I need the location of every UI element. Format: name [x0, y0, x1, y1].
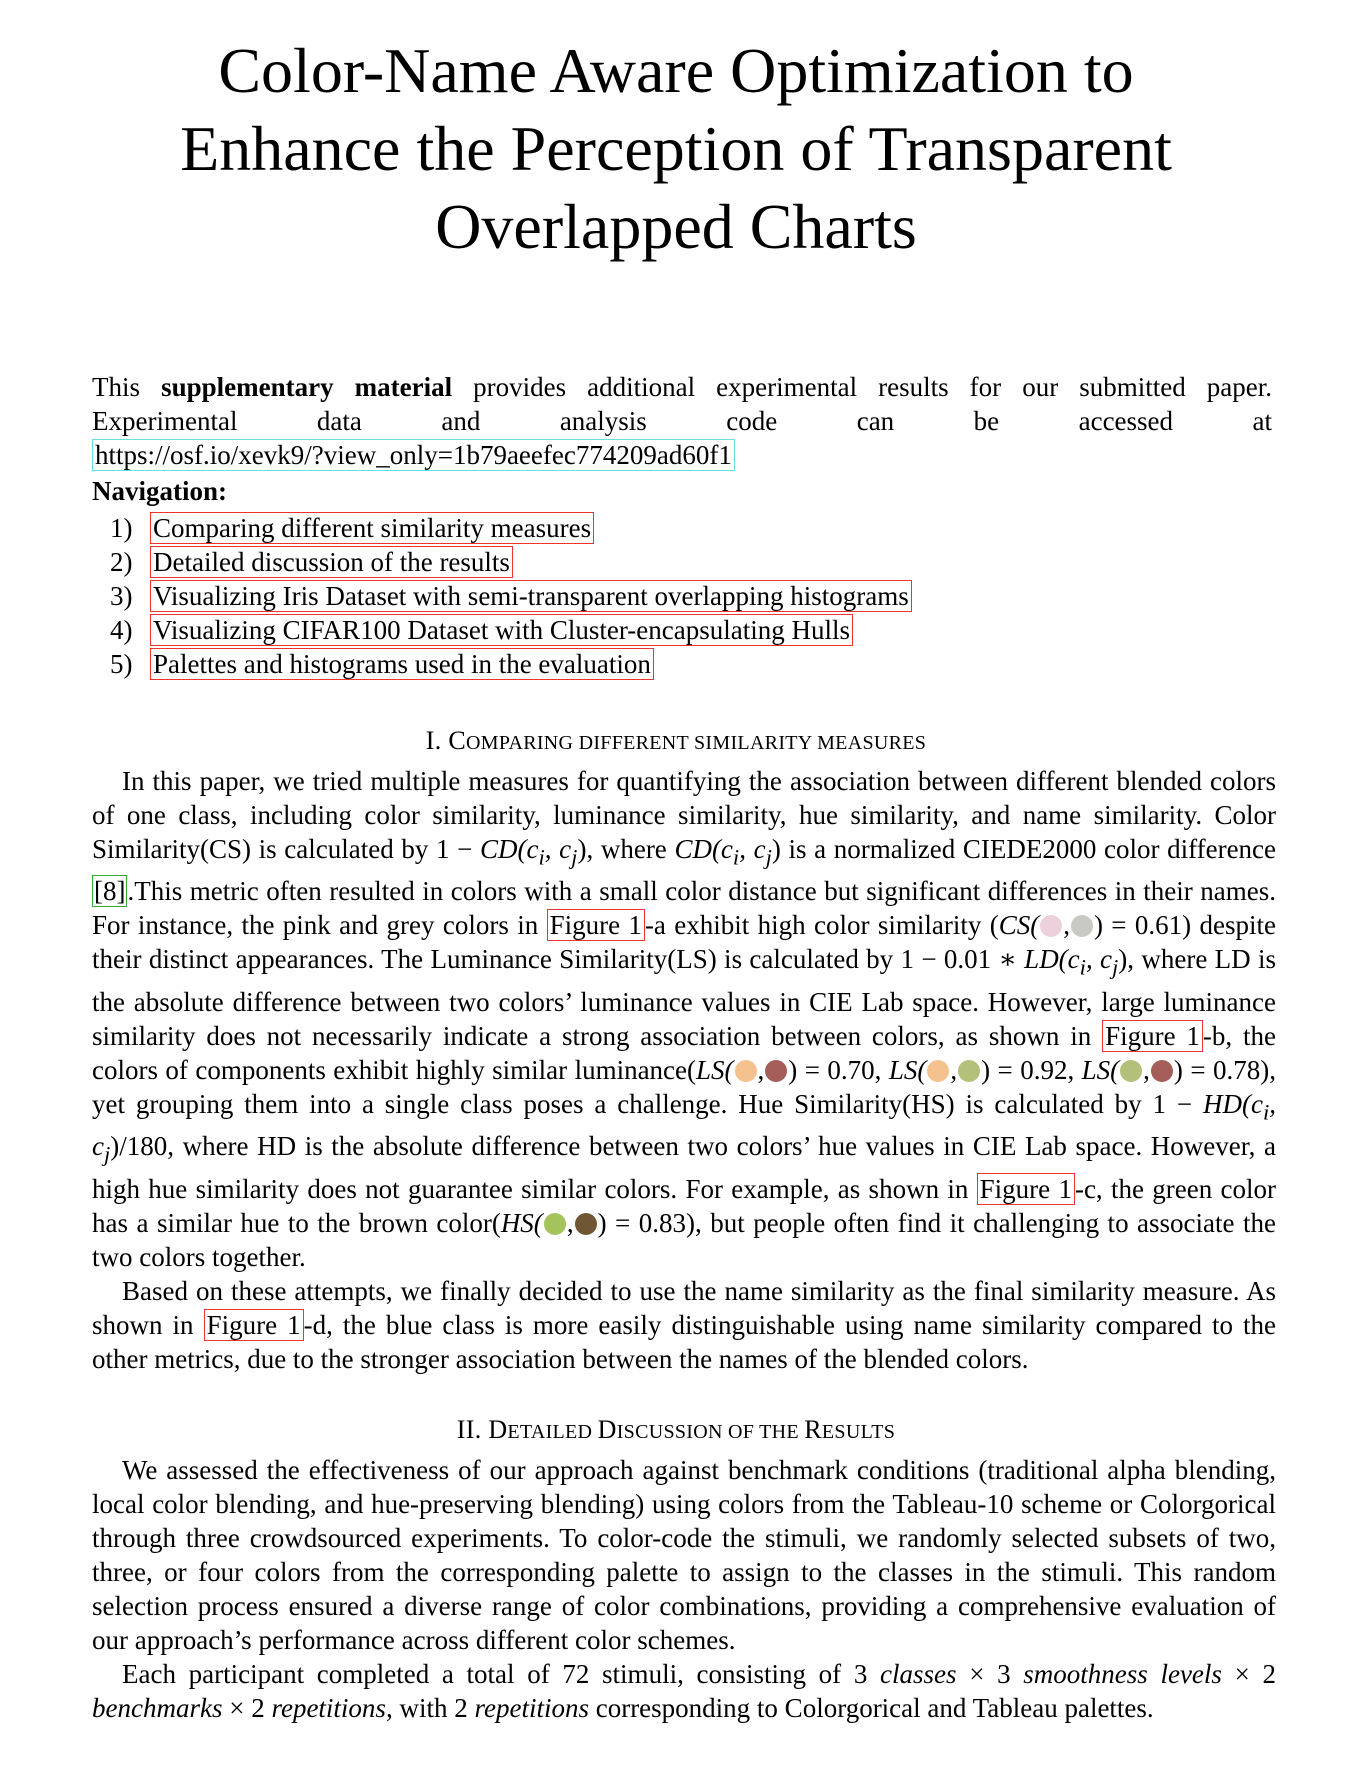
section-1-heading: I. COMPARING DIFFERENT SIMILARITY MEASURES	[425, 726, 927, 755]
figure-1-link[interactable]: Figure 1	[547, 909, 645, 941]
title-line-1: Color-Name Aware Optimization to	[218, 35, 1134, 106]
pink-swatch	[1040, 915, 1062, 937]
citation-8[interactable]: [8]	[94, 876, 126, 907]
abstract-bold: supplementary material	[161, 372, 453, 402]
rust-swatch	[765, 1060, 787, 1082]
nav-item-2: 2) Detailed discussion of the results	[110, 545, 912, 579]
nav-item-4: 4) Visualizing CIFAR100 Dataset with Cluster-encapsulating Hulls	[110, 613, 912, 647]
nav-link-discussion[interactable]: Detailed discussion of the results	[150, 546, 513, 578]
grey-swatch	[1071, 915, 1093, 937]
section-2-heading: II. DETAILED DISCUSSION OF THE RESULTS	[456, 1415, 896, 1444]
title-line-3: Overlapped Charts	[435, 191, 917, 262]
nav-link-iris[interactable]: Visualizing Iris Dataset with semi-transparent overlapping histograms	[150, 580, 912, 612]
section-2-paragraph-2: Each participant completed a total of 72 stimuli, consisting of 3 classes × 3 smoothness levels × 2 benchmarks × 2 repetitions, with 2 repetitions corresponding to Colorgorical and Tableau palettes.	[92, 1659, 1277, 1723]
figure-1-link[interactable]: Figure 1	[1102, 1020, 1203, 1052]
nav-item-5: 5) Palettes and histograms used in the evaluation	[110, 647, 912, 681]
green-swatch	[544, 1213, 566, 1235]
nav-link-cifar[interactable]: Visualizing CIFAR100 Dataset with Cluster-encapsulating Hulls	[150, 614, 853, 646]
osf-link[interactable]: https://osf.io/xevk9/?view_only=1b79aeefec774209ad60f1	[92, 439, 735, 471]
abstract	[92, 370, 1272, 472]
nav-item-1: 1) Comparing different similarity measures	[110, 511, 912, 545]
navigation-label: Navigation:	[92, 476, 227, 506]
abstract-prefix: This	[92, 372, 141, 402]
abstract-text: provides additional experimental results for our submitted paper. Experimental data and analysis code can be accessed at	[92, 372, 1273, 436]
title-line-2: Enhance the Perception of Transparent	[180, 113, 1172, 184]
paper-title	[0, 32, 1352, 266]
nav-link-similarity[interactable]: Comparing different similarity measures	[150, 512, 594, 544]
figure-1-link[interactable]: Figure 1	[977, 1173, 1075, 1205]
olive-swatch	[1120, 1060, 1142, 1082]
peach-swatch	[927, 1060, 949, 1082]
section-1-paragraph-1: In this paper, we tried multiple measures for quantifying the association between different blended colors of one class, including color similarity, luminance similarity, hue similarity, and name similarity. Color Similarity(CS) is calculated by $1 - CD(c_i$, $c_j$), where $CD(c_i$, $c_j$) is a normalized CIEDE2000 color difference [8].This metric often resulted in colors with a small color distance but significant differences in their names. For instance, the pink and grey colors in Figure 1 -a exhibit high color similarity (CS( , ) = 0.61) despite their distinct appearances. The Luminance Similarity(LS) is calculated by 1 − 0.01 ∗ $LD(c_i$, $c_j$), where LD is the absolute difference between two colors’ luminance values in CIE Lab space. However, large luminance similarity does not necessarily indicate a strong association between colors, as shown in Figure 1 -b, the colors of components exhibit highly similar luminance(LS( , ) = 0.70, LS( , ) = 0.92, LS( , ) = 0.78), yet grouping them into a single class poses a challenge. Hue Similarity(HS) is calculated by $1 - HD(c_i$, $c_j)/180$, where HD is the absolute difference between two colors’ hue values in CIE Lab space. However, a high hue similarity does not guarantee similar colors. For example, as shown in Figure 1 -c, the green color has a similar hue to the brown color(HS( , ) = 0.83), but people often find it challenging to associate the two colors together.	[92, 766, 1277, 1272]
peach-swatch	[735, 1060, 757, 1082]
nav-link-palettes[interactable]: Palettes and histograms used in the evaluation	[150, 648, 654, 680]
olive-swatch	[958, 1060, 980, 1082]
section-2-paragraph-1: We assessed the effectiveness of our approach against benchmark conditions (traditional alpha blending, local color blending, and hue-preserving blending) using colors from the Tableau-10 scheme or Colorgorical through three crowdsourced experiments. To color-code the stimuli, we randomly selected subsets of two, three, or four colors from the corresponding palette to assign to the classes in the stimuli. This random selection process ensured a diverse range of color combinations, providing a comprehensive evaluation of our approach’s performance across different color schemes.	[92, 1455, 1276, 1655]
section-1-paragraph-2: Based on these attempts, we finally decided to use the name similarity as the final similarity measure. As shown in Figure 1 -d, the blue class is more easily distinguishable using name similarity compared to the other metrics, due to the stronger association between the names of the blended colors.	[92, 1276, 1276, 1374]
navigation-list	[110, 511, 912, 681]
rust-swatch	[1151, 1060, 1173, 1082]
nav-item-3: 3) Visualizing Iris Dataset with semi-transparent overlapping histograms	[110, 579, 912, 613]
figure-1-link[interactable]: Figure 1	[204, 1309, 304, 1341]
brown-swatch	[575, 1213, 597, 1235]
